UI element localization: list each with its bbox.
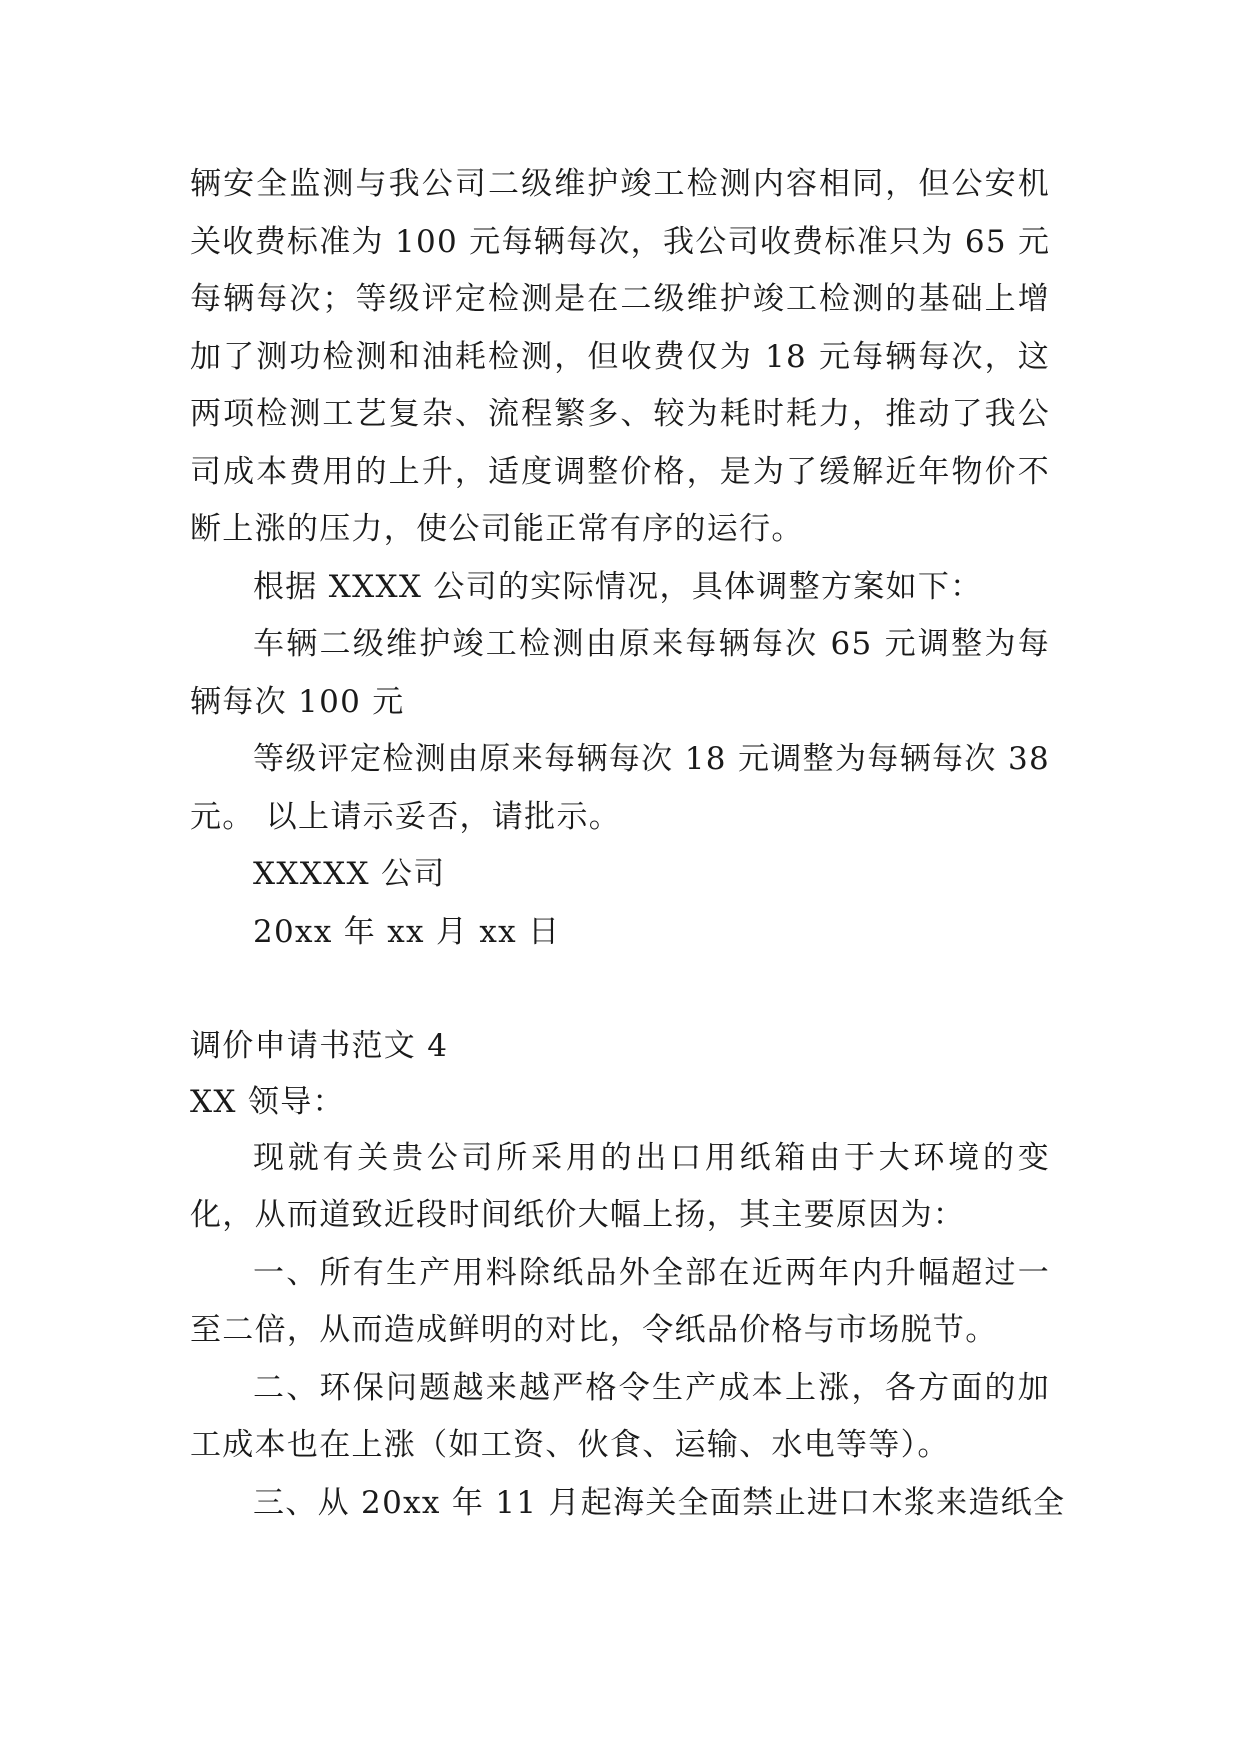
signature-date: 20xx 年 xx 月 xx 日 [253, 914, 561, 950]
body-text-line: 至二倍，从而造成鲜明的对比，令纸品价格与市场脱节。 [190, 1312, 998, 1348]
body-text-line: 元。 以上请示妥否，请批示。 [190, 799, 622, 835]
body-text-line: 辆安全监测与我公司二级维护竣工检测内容相同，但公安机 [190, 166, 1050, 202]
body-text-line: 车辆二级维护竣工检测由原来每辆每次 65 元调整为每 [253, 626, 1050, 662]
body-text-line: 化，从而道致近段时间纸价大幅上扬，其主要原因为： [190, 1197, 966, 1233]
signature-company: XXXXX 公司 [253, 856, 446, 892]
body-text-line: 根据 XXXX 公司的实际情况，具体调整方案如下： [253, 569, 983, 605]
body-text-line: 一、所有生产用料除纸品外全部在近两年内升幅超过一 [253, 1255, 1050, 1291]
body-text-line: 关收费标准为 100 元每辆每次，我公司收费标准只为 65 元 [190, 224, 1051, 260]
body-text-line: 现就有关贵公司所采用的出口用纸箱由于大环境的变 [253, 1140, 1050, 1176]
body-text-line: 加了测功检测和油耗检测，但收费仅为 18 元每辆每次，这 [190, 339, 1050, 375]
salutation: XX 领导： [190, 1084, 345, 1120]
body-text-line: 三、从 20xx 年 11 月起海关全面禁止进口木浆来造纸全 [253, 1485, 1066, 1521]
body-text-line: 等级评定检测由原来每辆每次 18 元调整为每辆每次 38 [253, 741, 1050, 777]
body-text-line: 工成本也在上涨（如工资、伙食、运输、水电等等）。 [190, 1427, 950, 1463]
body-text-line: 断上涨的压力，使公司能正常有序的运行。 [190, 511, 804, 547]
section-heading: 调价申请书范文 4 [190, 1028, 449, 1064]
body-text-line: 两项检测工艺复杂、流程繁多、较为耗时耗力，推动了我公 [190, 396, 1050, 432]
body-text-line: 每辆每次；等级评定检测是在二级维护竣工检测的基础上增 [190, 281, 1050, 317]
body-text-line: 二、环保问题越来越严格令生产成本上涨，各方面的加 [253, 1370, 1050, 1406]
body-text-line: 辆每次 100 元 [190, 684, 405, 720]
body-text-line: 司成本费用的上升，适度调整价格，是为了缓解近年物价不 [190, 454, 1050, 490]
